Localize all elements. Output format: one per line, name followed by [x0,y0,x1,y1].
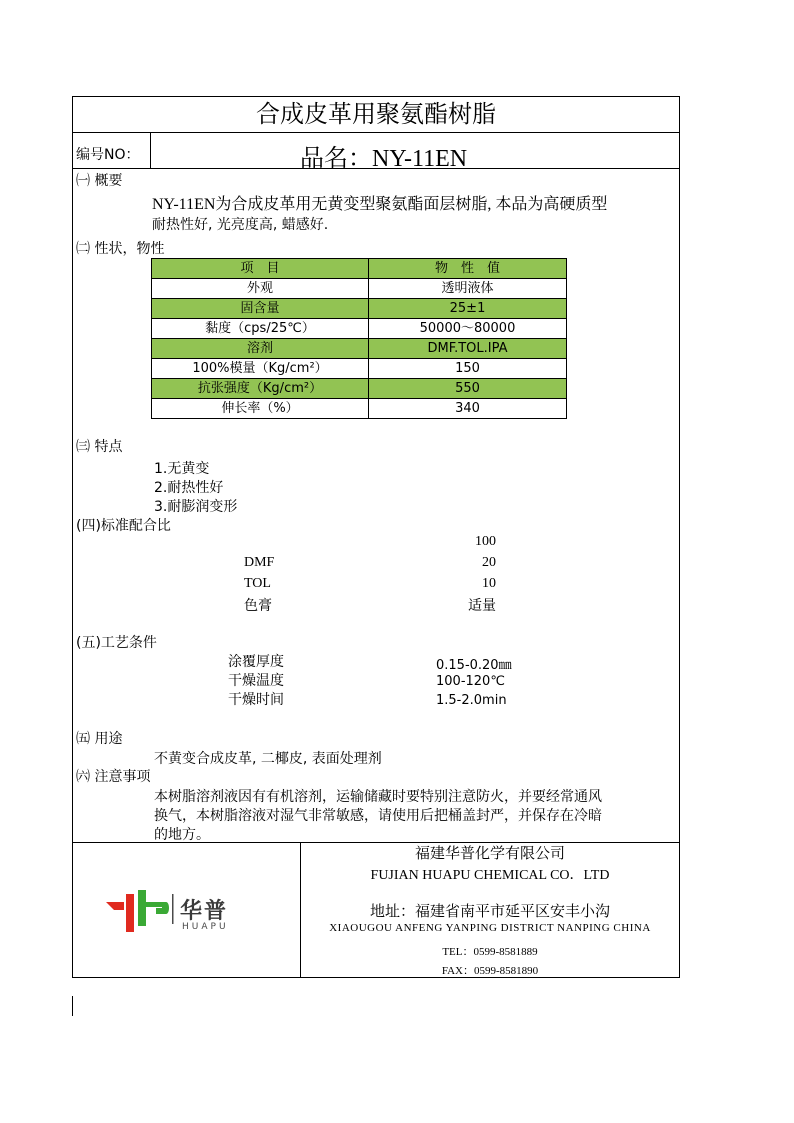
company-tel: TEL：0599-8581889 [442,946,538,958]
company-fax: FAX：0599-8581890 [441,965,539,977]
property-value: 550 [369,379,567,399]
property-value: 340 [369,399,567,419]
feature-item: 1.无黄变 [154,461,210,477]
logo-subtext: HUAPU [182,922,229,932]
table-row [152,319,567,339]
formula-value: 适量 [468,598,496,614]
formula-value: 20 [482,555,496,570]
formula-name: TOL [244,576,271,591]
process-name: 干燥温度 [228,673,284,689]
formula-heading: (四)标准配合比 [76,518,171,534]
logo-text: 华普 [180,899,229,924]
notes-heading: ㈥ 注意事项 [76,769,151,785]
overview-line-1: NY-11EN为合成皮革用无黄变型聚氨酯面层树脂, 本品为高硬质型 [152,196,608,213]
number-label: 编号NO： [76,147,140,163]
notes-line-1: 本树脂溶剂液因有有机溶剂，运输储藏时要特别注意防火，并要经常通风 [154,789,602,805]
company-name-en: FUJIAN HUAPU CHEMICAL CO．LTD [370,868,610,883]
process-value: 100-120℃ [436,674,505,689]
property-value: 透明液体 [369,279,567,299]
property-name: 外观 [152,279,369,299]
no-divider [150,132,151,168]
properties-table [151,258,567,419]
property-value: 150 [369,359,567,379]
logo-mark-icon [104,880,254,940]
table-row [152,379,567,399]
text-cursor [72,996,73,1016]
title-divider [72,132,680,133]
property-name: 固含量 [152,299,369,319]
overview-line-2: 耐热性好, 光亮度高, 蜡感好. [152,217,329,233]
formula-value: 100 [475,534,496,549]
document-title: 合成皮革用聚氨酯树脂 [256,100,496,128]
formula-name: DMF [244,555,275,570]
property-name: 黏度（cps/25℃） [152,319,369,339]
company-address-cn: 地址：福建省南平市延平区安丰小沟 [369,904,610,920]
features-heading: ㈢ 特点 [76,439,123,455]
property-name: 伸长率（%） [152,399,369,419]
property-value: 25±1 [369,299,567,319]
table-header-row [152,259,567,279]
process-name: 干燥时间 [228,692,284,708]
property-value: 50000～80000 [369,319,567,339]
table-row [152,339,567,359]
process-heading: (五)工艺条件 [76,635,157,651]
property-value: DMF.TOL.IPA [369,339,567,359]
property-name: 100%模量（Kg/cm²） [152,359,369,379]
property-name: 溶剂 [152,339,369,359]
formula-name: 色膏 [244,598,272,614]
formula-value: 10 [482,576,496,591]
company-address-en: XIAOUGOU ANFENG YANPING DISTRICT NANPING CHINA [329,922,651,934]
company-name-cn: 福建华普化学有限公司 [414,846,565,862]
notes-line-3: 的地方。 [154,827,210,843]
product-name: 品名：NY-11EN [300,146,468,172]
table-row [152,299,567,319]
column-header-value: 物 性 值 [369,259,567,279]
feature-item: 2.耐热性好 [154,480,224,496]
usage-text: 不黄变合成皮革, 二椰皮, 表面处理剂 [154,751,382,767]
feature-item: 3.耐膨润变形 [154,499,238,515]
properties-heading: ㈡ 性状，物性 [76,241,165,257]
usage-heading: ㈤ 用途 [76,731,123,747]
property-name: 抗张强度（Kg/cm²） [152,379,369,399]
process-value: 0.15-0.20㎜ [436,658,512,673]
company-logo [104,880,254,940]
notes-line-2: 换气，本树脂溶液对湿气非常敏感，请使用后把桶盖封严，并保存在冷暗 [154,808,602,824]
table-row [152,399,567,419]
process-value: 1.5-2.0min [436,693,507,708]
table-row [152,279,567,299]
overview-heading: ㈠ 概要 [76,173,123,189]
column-header-item: 项 目 [152,259,369,279]
process-name: 涂覆厚度 [228,654,284,670]
table-row [152,359,567,379]
